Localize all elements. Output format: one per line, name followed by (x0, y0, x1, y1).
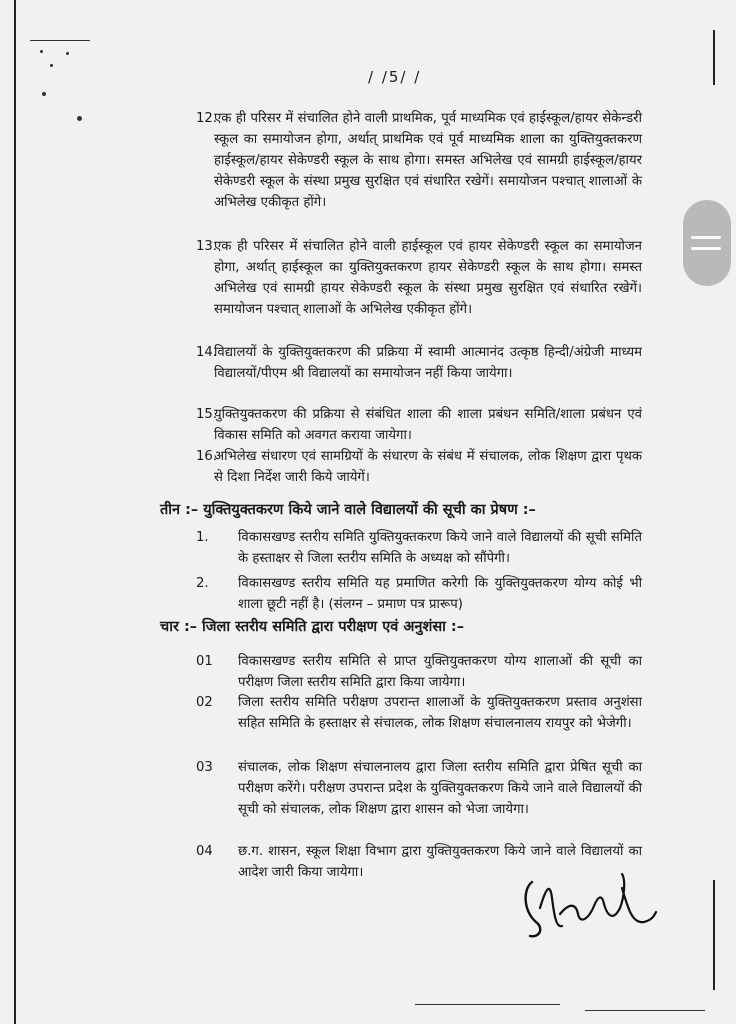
item-number: 2. (196, 576, 209, 591)
scan-top-line (30, 40, 90, 41)
item-text: एक ही परिसर में संचालित होने वाली प्राथमिक, पूर्व माध्यमिक एवं हाईस्कूल/हायर सेकेन्डरी स्कूल का समायोजन होगा, अर्थात् प्राथमिक एवं पूर्व माध्यमिक शाला का युक्तियुक्तकरण हाईस्कूल/हायर सेकेण्डरी स्कूल के साथ होगा। समस्त अभिलेख एवं सामग्री हाईस्कूल/हायर सेकेण्डरी स्कूल के संस्था प्रमुख सुरक्षित एवं संधारित रखेगें। समायोजन पश्चात् शालाओं के अभिलेख एकीकृत होंगे। (214, 111, 642, 210)
section-three-heading: तीन :– युक्तियुक्तकरण किये जाने वाले विद्यालयों की सूची का प्रेषण :– (160, 502, 536, 518)
item-number: 16. (196, 449, 217, 464)
scan-left-border (14, 0, 16, 1024)
handwritten-signature (518, 868, 658, 948)
item-number: 02 (196, 695, 213, 710)
item-number: 15. (196, 407, 217, 422)
scan-bottom-line-2 (585, 1010, 705, 1011)
item-text: युक्तियुक्तकरण की प्रक्रिया से संबंधित शाला की शाला प्रबंधन समिति/शाला प्रबंधन एवं विकास समिति को अवगत कराया जायेगा। (214, 407, 642, 443)
item-text: एक ही परिसर में संचालित होने वाली हाईस्कूल एवं हायर सेकेण्डरी स्कूल का समायोजन होगा, अर्थात् हाईस्कूल का युक्तियुक्तकरण हायर सेकेण्डरी स्कूल के साथ होगा। समस्त अभिलेख एवं सामग्री हायर सेकेण्डरी स्कूल के संस्था प्रमुख सुरक्षित एवं संधारित रखेगें। समायोजन पश्चात् शालाओं के अभिलेख एकीकृत होंगे। (214, 239, 642, 317)
scan-speck (42, 92, 46, 96)
item-text: विकासखण्ड स्तरीय समिति यह प्रमाणित करेगी कि युक्तियुक्तकरण योग्य कोई भी शाला छूटी नहीं है। (संलग्न – प्रमाण पत्र प्रारूप) (238, 576, 642, 612)
item-number: 04 (196, 844, 213, 859)
scan-speck (77, 116, 82, 121)
scan-speck (50, 64, 53, 67)
item-number: 14. (196, 345, 217, 360)
item-text: छ.ग. शासन, स्कूल शिक्षा विभाग द्वारा युक्तियुक्तकरण किये जाने वाले विद्यालयों का आदेश जारी किया जायेगा। (238, 844, 642, 880)
scroll-handle-grip (691, 247, 721, 250)
page-number: / /5/ / (368, 68, 422, 86)
item-number: 03 (196, 760, 213, 775)
item-number: 12. (196, 111, 217, 126)
item-text: विकासखण्ड स्तरीय समिति से प्राप्त युक्तियुक्तकरण योग्य शालाओं की सूची का परीक्षण जिला स्तरीय समिति द्वारा किया जायेगा। (238, 654, 642, 690)
section-four-heading: चार :– जिला स्तरीय समिति द्वारा परीक्षण एवं अनुशंसा :– (160, 619, 464, 635)
item-number: 01 (196, 654, 213, 669)
item-number: 1. (196, 530, 209, 545)
item-text: विकासखण्ड स्तरीय समिति युक्तियुक्तकरण किये जाने वाले विद्यालयों की सूची समिति के हस्ताक्षर से जिला स्तरीय समिति के अध्यक्ष को सौंपेगी। (238, 530, 642, 566)
scan-speck (40, 50, 43, 53)
scan-right-edge (713, 30, 715, 85)
item-number: 13. (196, 239, 217, 254)
item-text: संचालक, लोक शिक्षण संचालनालय द्वारा जिला स्तरीय समिति द्वारा प्रेषित सूची का परीक्षण करेंगे। परीक्षण उपरान्त प्रदेश के युक्तियुक्तकरण किये जाने वाले विद्यालयों की सूची को संचालक, लोक शिक्षण द्वारा शासन को भेजा जायेगा। (238, 760, 642, 817)
scroll-handle-grip (691, 236, 721, 239)
item-text: अभिलेख संधारण एवं सामग्रियों के संधारण के संबंध में संचालक, लोक शिक्षण द्वारा पृथक से दिशा निर्देश जारी किये जायेगें। (214, 449, 642, 485)
scan-speck (66, 52, 69, 55)
scroll-handle[interactable] (683, 200, 731, 286)
item-text: विद्यालयों के युक्तियुक्तकरण की प्रक्रिया में स्वामी आत्मानंद उत्कृष्ठ हिन्दी/अंग्रेजी माध्यम विद्यालयों/पीएम श्री विद्यालयों का समायोजन नहीं किया जायेगा। (214, 345, 642, 381)
scan-right-edge-lower (713, 880, 715, 990)
item-text: जिला स्तरीय समिति परीक्षण उपरान्त शालाओं के युक्तियुक्तकरण प्रस्ताव अनुशंसा सहित समिति के हस्ताक्षर से संचालक, लोक शिक्षण संचालनालय रायपुर को भेजेगी। (238, 695, 642, 731)
scan-bottom-line (415, 1004, 560, 1005)
